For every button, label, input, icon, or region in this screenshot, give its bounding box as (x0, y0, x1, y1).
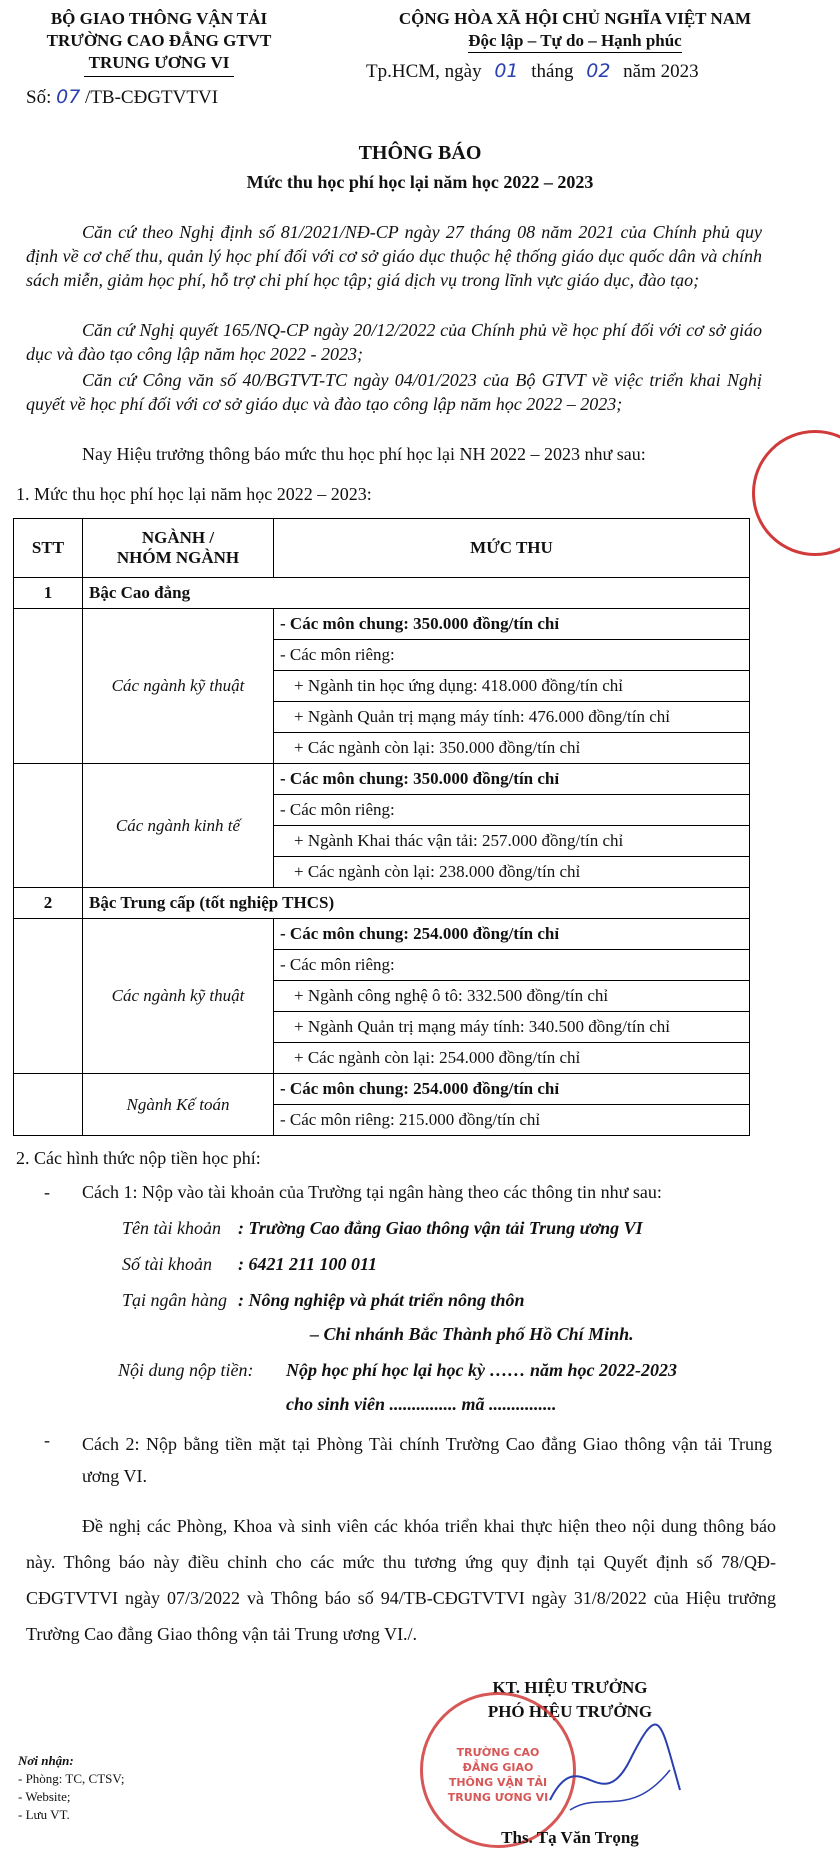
account-name: : Trường Cao đẳng Giao thông vận tải Trung ương VI (238, 1218, 643, 1238)
payment-content-label: Nội dung nộp tiền: (118, 1360, 254, 1380)
payment-content-2: cho sinh viên ............... mã ............... (286, 1394, 557, 1414)
table-row: + Các ngành còn lại: 238.000 đồng/tín chỉ (14, 857, 750, 888)
group-row: 2 Bậc Trung cấp (tốt nghiệp THCS) (14, 888, 750, 919)
table-row: + Ngành Khai thác vận tải: 257.000 đồng/tín chỉ (14, 826, 750, 857)
bank-label: Tại ngân hàng (122, 1290, 228, 1310)
signature-title: KT. HIỆU TRƯỞNG (492, 1678, 648, 1697)
handwritten-number: 07 (56, 86, 81, 108)
method-2-text: Cách 2: Nộp bằng tiền mặt tại Phòng Tài chính Trường Cao đẳng Giao thông vận tải Trung ương VI. (82, 1434, 772, 1486)
legal-basis-3: Căn cứ Công văn số 40/BGTVT-TC ngày 04/01/2023 của Bộ GTVT về việc triển khai Nghị quyết về học phí đối với cơ sở giáo dục và đào tạo công lập năm học 2022 – 2023; (26, 370, 762, 414)
section-2-heading: 2. Các hình thức nộp tiền học phí: (16, 1148, 261, 1168)
table-row: Các ngành kỹ thuật - Các môn chung: 350.000 đồng/tín chỉ (14, 609, 750, 640)
major-name: Các ngành kỹ thuật (83, 919, 274, 1074)
account-number-label: Số tài khoản (122, 1254, 212, 1274)
bank-branch: – Chi nhánh Bắc Thành phố Hồ Chí Minh. (310, 1324, 634, 1344)
method-1-bullet: - (44, 1182, 50, 1202)
legal-basis-2: Căn cứ Nghị quyết 165/NQ-CP ngày 20/12/2022 của Chính phủ về học phí đối với cơ sở giáo dục và đào tạo công lập năm học 2022 - 2023; (26, 320, 762, 364)
col-stt: STT (14, 519, 83, 578)
school-name-line1: TRƯỜNG CAO ĐẲNG GTVT (46, 31, 272, 50)
major-name: Các ngành kinh tế (83, 764, 274, 888)
group-row: 1 Bậc Cao đẳng (14, 578, 750, 609)
signer-name: Ths. Tạ Văn Trọng (501, 1828, 639, 1847)
closing-paragraph: Đề nghị các Phòng, Khoa và sinh viên các khóa triển khai thực hiện theo nội dung thông báo này. Thông báo này điều chỉnh cho các mức thu tương ứng quy định tại Quyết định số 78/QĐ-CĐGTVTVI ngày 07/3/2022 và Thông báo số 94/TB-CĐGTVTVI ngày 31/8/2022 của Hiệu trưởng Trường Cao đẳng Giao thông vận tải Trung ương VI./. (26, 1516, 776, 1644)
table-row: - Các môn riêng: 215.000 đồng/tín chỉ (14, 1105, 750, 1136)
stamp-text: TRƯỜNG CAO ĐẲNG GIAO THÔNG VẬN TẢI TRUNG ƯƠNG VI (447, 1746, 549, 1804)
table-row: - Các môn riêng: (14, 795, 750, 826)
handwritten-month: 02 (586, 60, 611, 82)
agency-header (14, 8, 304, 77)
method-1-intro: Cách 1: Nộp vào tài khoản của Trường tại ngân hàng theo các thông tin như sau: (82, 1182, 662, 1202)
recipient-item: - Website; (18, 1789, 71, 1804)
major-name: Ngành Kế toán (83, 1074, 274, 1136)
table-row: Các ngành kinh tế - Các môn chung: 350.000 đồng/tín chỉ (14, 764, 750, 795)
recipient-item: - Lưu VT. (18, 1807, 70, 1822)
table-row: - Các môn riêng: (14, 640, 750, 671)
payment-content: Nộp học phí học lại học kỳ …… năm học 2022-2023 (286, 1360, 678, 1380)
bank-name: : Nông nghiệp và phát triển nông thôn (238, 1290, 525, 1310)
handwritten-signature (540, 1700, 700, 1830)
signature-subtitle: PHÓ HIỆU TRƯỞNG (487, 1702, 653, 1721)
announcement-line: Nay Hiệu trưởng thông báo mức thu học phí học lại NH 2022 – 2023 như sau: (82, 444, 646, 464)
group-title: Bậc Trung cấp (tốt nghiệp THCS) (83, 888, 750, 919)
national-header (330, 8, 820, 53)
table-row: + Ngành công nghệ ô tô: 332.500 đồng/tín chỉ (14, 981, 750, 1012)
table-row: + Các ngành còn lại: 350.000 đồng/tín chỉ (14, 733, 750, 764)
table-row: Ngành Kế toán - Các môn chung: 254.000 đồng/tín chỉ (14, 1074, 750, 1105)
account-number: : 6421 211 100 011 (238, 1254, 378, 1274)
table-row: Các ngành kỹ thuật - Các môn chung: 254.000 đồng/tín chỉ (14, 919, 750, 950)
header-underline (84, 76, 234, 77)
partial-stamp (752, 430, 840, 556)
major-name: Các ngành kỹ thuật (83, 609, 274, 764)
account-name-label: Tên tài khoản (122, 1218, 221, 1238)
table-row: + Các ngành còn lại: 254.000 đồng/tín chỉ (14, 1043, 750, 1074)
republic-title: CỘNG HÒA XÃ HỘI CHỦ NGHĨA VIỆT NAM (398, 9, 752, 28)
handwritten-day: 01 (494, 60, 519, 82)
fee-table (13, 518, 750, 1136)
recipient-item: - Phòng: TC, CTSV; (18, 1771, 125, 1786)
method-2-bullet: - (44, 1430, 50, 1450)
national-motto: Độc lập – Tự do – Hạnh phúc (468, 30, 681, 53)
table-row: + Ngành tin học ứng dụng: 418.000 đồng/tín chỉ (14, 671, 750, 702)
issue-date: Tp.HCM, ngày 01 tháng 02 năm 2023 (366, 60, 699, 82)
col-fee: MỨC THU (274, 519, 750, 578)
ministry-name: BỘ GIAO THÔNG VẬN TẢI (50, 9, 268, 28)
document-number: Số: 07 /TB-CĐGTVTVI (26, 86, 219, 108)
group-title: Bậc Cao đẳng (83, 578, 750, 609)
legal-basis-1: Căn cứ theo Nghị định số 81/2021/NĐ-CP ngày 27 tháng 08 năm 2021 của Chính phủ quy định về cơ chế thu, quản lý học phí đối với cơ sở giáo dục thuộc hệ thống giáo dục quốc dân và chính sách miễn, giảm học phí, hỗ trợ chi phí học tập; giá dịch vụ trong lĩnh vực giáo dục, đào tạo; (26, 222, 762, 290)
document-title: THÔNG BÁO (358, 142, 482, 164)
table-row: + Ngành Quản trị mạng máy tính: 340.500 đồng/tín chỉ (14, 1012, 750, 1043)
school-name-line2: TRUNG ƯƠNG VI (88, 53, 230, 72)
table-row: + Ngành Quản trị mạng máy tính: 476.000 đồng/tín chỉ (14, 702, 750, 733)
table-row: - Các môn riêng: (14, 950, 750, 981)
table-header-row (14, 519, 750, 578)
document-subtitle: Mức thu học phí học lại năm học 2022 – 2023 (246, 172, 594, 192)
col-major: NGÀNH / NHÓM NGÀNH (83, 519, 274, 578)
recipients-block (18, 1752, 124, 1824)
section-1-heading: 1. Mức thu học phí học lại năm học 2022 – 2023: (16, 484, 372, 504)
recipients-label: Nơi nhận: (18, 1753, 74, 1768)
